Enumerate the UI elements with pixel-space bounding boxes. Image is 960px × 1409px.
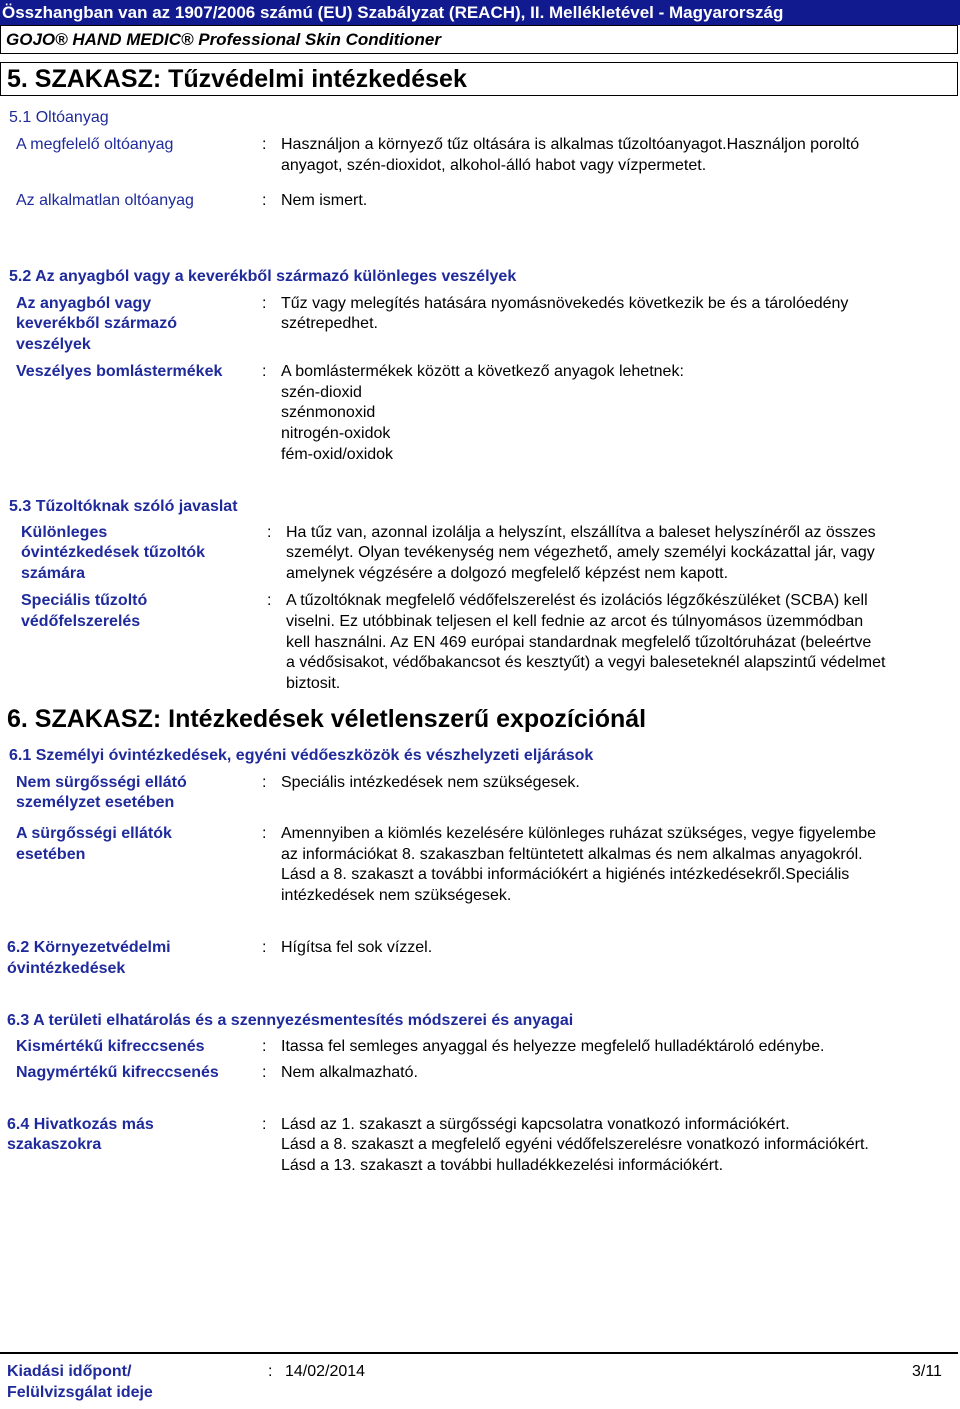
heading-5-1: 5.1 Oltóanyag bbox=[9, 109, 109, 126]
small-spill-value: Itassa fel semleges anyaggal és helyezze megfelelő hulladéktároló edénybe. bbox=[281, 1038, 825, 1055]
colon: : bbox=[262, 136, 267, 153]
firefighter-equipment-label-1: Speciális tűzoltó bbox=[21, 592, 148, 609]
firefighter-equipment-value-3: kell használni. Az EN 469 európai standardnak megfelelő tűzoltóruházat (beleértve bbox=[286, 634, 872, 651]
decomposition-intro: A bomlástermékek között a következő anyagok lehetnek: bbox=[281, 363, 684, 380]
hazard-label-2: keverékből származó bbox=[16, 315, 177, 332]
reference-value-1: Lásd az 1. szakaszt a sürgősségi kapcsolatra vonatkozó információkért. bbox=[281, 1116, 790, 1133]
environmental-value: Hígítsa fel sok vízzel. bbox=[281, 939, 433, 956]
decomposition-item: nitrogén-oxidok bbox=[281, 425, 391, 442]
non-emergency-label-2: személyzet esetében bbox=[16, 794, 175, 811]
large-spill-value: Nem alkalmazható. bbox=[281, 1064, 418, 1081]
colon: : bbox=[262, 295, 267, 312]
colon: : bbox=[262, 363, 267, 380]
firefighter-precautions-value-1: Ha tűz van, azonnal izolálja a helyszínt, elszállítva a baleset helyszínéről az összes bbox=[286, 524, 876, 541]
heading-5-2: 5.2 Az anyagból vagy a keverékből származó különleges veszélyek bbox=[9, 268, 517, 285]
colon: : bbox=[268, 1363, 273, 1380]
suitable-media-label: A megfelelő oltóanyag bbox=[16, 136, 174, 153]
decomposition-item: szén-dioxid bbox=[281, 384, 362, 401]
reference-value-2: Lásd a 8. szakaszt a megfelelő egyéni védőfelszerelésre vonatkozó információkért. bbox=[281, 1136, 869, 1153]
colon: : bbox=[267, 524, 272, 541]
colon: : bbox=[262, 774, 267, 791]
large-spill-label: Nagymértékű kifreccsenés bbox=[16, 1064, 219, 1081]
firefighter-equipment-value-4: a védősisakot, védőbakancsot és kesztyűt) a vegyi baleseteknél alapszintű védelmet bbox=[286, 654, 886, 671]
non-emergency-value: Speciális intézkedések nem szükségesek. bbox=[281, 774, 580, 791]
suitable-media-value-1: Használjon a környező tűz oltására is alkalmas tűzoltóanyagot.Használjon poroltó bbox=[281, 136, 860, 153]
decomposition-item: fém-oxid/oxidok bbox=[281, 446, 394, 463]
firefighter-equipment-value-2: viselni. Ez utóbbinak teljesen el kell fednie az arcot és túlnyomásos üzemmódban bbox=[286, 613, 864, 630]
hazard-label-3: veszélyek bbox=[16, 336, 91, 353]
unsuitable-media-value: Nem ismert. bbox=[281, 192, 368, 209]
hazard-value-2: szétrepedhet. bbox=[281, 315, 378, 332]
emergency-value-3: Lásd a 8. szakaszt a további információkért a higiénés intézkedésekről.Speciális bbox=[281, 866, 850, 883]
product-name: GOJO® HAND MEDIC® Professional Skin Conditioner bbox=[0, 25, 958, 54]
heading-5-3: 5.3 Tűzoltóknak szóló javaslat bbox=[9, 498, 238, 515]
heading-6-4-line-2: szakaszokra bbox=[7, 1136, 102, 1153]
colon: : bbox=[262, 1064, 267, 1081]
page-number: 3/11 bbox=[912, 1363, 942, 1380]
hazard-value-1: Tűz vagy melegítés hatására nyomásnövekedés következik be és a tárolóedény bbox=[281, 295, 849, 312]
heading-6-2-line-1: 6.2 Környezetvédelmi bbox=[7, 939, 171, 956]
colon: : bbox=[262, 825, 267, 842]
colon: : bbox=[262, 1116, 267, 1133]
small-spill-label: Kismértékű kifreccsenés bbox=[16, 1038, 205, 1055]
issue-date-label-1: Kiadási időpont/ bbox=[7, 1363, 132, 1380]
colon: : bbox=[262, 1038, 267, 1055]
colon: : bbox=[262, 939, 267, 956]
issue-date-label-2: Felülvizsgálat ideje bbox=[7, 1384, 153, 1401]
heading-6-2-line-2: óvintézkedések bbox=[7, 960, 126, 977]
emergency-value-4: intézkedések nem szükségesek. bbox=[281, 887, 512, 904]
heading-6-1: 6.1 Személyi óvintézkedések, egyéni védőeszközök és vészhelyzeti eljárások bbox=[9, 747, 594, 764]
issue-date-value: 14/02/2014 bbox=[285, 1363, 366, 1380]
section-5-title: 5. SZAKASZ: Tűzvédelmi intézkedések bbox=[0, 62, 958, 96]
unsuitable-media-label: Az alkalmatlan oltóanyag bbox=[16, 192, 194, 209]
heading-6-4-line-1: 6.4 Hivatkozás más bbox=[7, 1116, 154, 1133]
firefighter-precautions-label-3: számára bbox=[21, 565, 86, 582]
heading-6-3: 6.3 A területi elhatárolás és a szennyezésmentesítés módszerei és anyagai bbox=[7, 1012, 574, 1029]
firefighter-equipment-value-5: biztosit. bbox=[286, 675, 341, 692]
regulation-banner: Összhangban van az 1907/2006 számú (EU) Szabályzat (REACH), II. Mellékletével - Magyarország bbox=[0, 0, 960, 25]
firefighter-equipment-label-2: védőfelszerelés bbox=[21, 613, 141, 630]
firefighter-precautions-value-2: személyt. Olyan tevékenység nem végezhető, amely személyi kockázattal jár, vagy bbox=[286, 544, 875, 561]
emergency-label-2: esetében bbox=[16, 846, 86, 863]
firefighter-precautions-value-3: amelynek végzésére a dolgozó megfelelő képzést nem kapott. bbox=[286, 565, 729, 582]
emergency-label-1: A sürgősségi ellátók bbox=[16, 825, 172, 842]
non-emergency-label-1: Nem sürgősségi ellátó bbox=[16, 774, 187, 791]
firefighter-precautions-label-1: Különleges bbox=[21, 524, 108, 541]
suitable-media-value-2: anyagot, szén-dioxidot, alkohol-álló habot vagy vízpermetet. bbox=[281, 157, 707, 174]
emergency-value-2: az információkat 8. szakaszban feltüntetett alkalmas és nem alkalmas anyagokról. bbox=[281, 846, 863, 863]
footer-divider bbox=[0, 1352, 958, 1354]
section-6-title: 6. SZAKASZ: Intézkedések véletlenszerű expozíciónál bbox=[7, 705, 647, 733]
hazard-label-1: Az anyagból vagy bbox=[16, 295, 152, 312]
firefighter-equipment-value-1: A tűzoltóknak megfelelő védőfelszerelést és izolációs légzőkészüléket (SCBA) kell bbox=[286, 592, 868, 609]
colon: : bbox=[267, 592, 272, 609]
decomposition-label: Veszélyes bomlástermékek bbox=[16, 363, 223, 380]
decomposition-item: szénmonoxid bbox=[281, 404, 376, 421]
colon: : bbox=[262, 192, 267, 209]
firefighter-precautions-label-2: óvintézkedések tűzoltók bbox=[21, 544, 206, 561]
emergency-value-1: Amennyiben a kiömlés kezelésére különleges ruházat szükséges, vegye figyelembe bbox=[281, 825, 876, 842]
reference-value-3: Lásd a 13. szakaszt a további hulladékkezelési információkért. bbox=[281, 1157, 724, 1174]
